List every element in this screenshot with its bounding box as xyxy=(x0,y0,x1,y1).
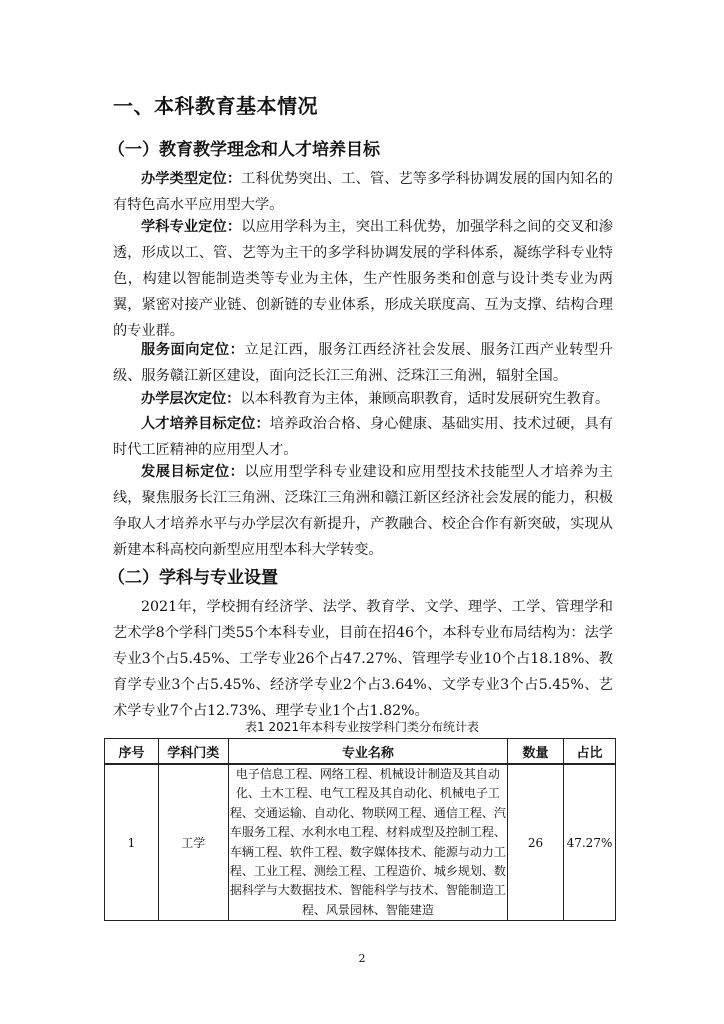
cell-category: 工学 xyxy=(158,764,228,921)
header-category: 学科门类 xyxy=(158,739,228,765)
header-index: 序号 xyxy=(105,739,159,765)
table-caption: 表1 2021年本科专业按学科门类分布统计表 xyxy=(245,720,479,734)
paragraph-service xyxy=(113,337,613,389)
paragraph-label: 办学层次定位： xyxy=(141,391,241,407)
paragraph-text: 立足江西，服务江西经济社会发展、服务江西产业转型升级、服务赣江新区建设，面向泛长江三角洲、泛珠江三角洲，辐射全国。 xyxy=(113,342,613,384)
table-header-row xyxy=(105,739,616,765)
section-2-title: （二）学科与专业设置 xyxy=(108,568,278,588)
paragraph-text: 工科优势突出、工、管、艺等多学科协调发展的国内知名的有特色高水平应用型大学。 xyxy=(113,171,613,213)
header-major-names: 专业名称 xyxy=(228,739,507,765)
cell-index: 1 xyxy=(105,764,159,921)
paragraph-label: 人才培养目标定位： xyxy=(141,416,270,432)
cell-ratio: 47.27% xyxy=(563,764,615,921)
paragraph-talent-goal xyxy=(113,411,613,463)
paragraph-text: 以应用型学科专业建设和应用型技术技能型人才培养为主线，聚焦服务长江三角洲、泛珠江三角洲和赣江新区经济社会发展的能力，积极争取人才培养水平与办学层次有新提升，产教融合、校企合作有新突破，实现从新建本科高校向新型应用型本科大学转变。 xyxy=(113,464,613,558)
cell-count: 26 xyxy=(508,764,564,921)
header-ratio: 占比 xyxy=(563,739,615,765)
paragraph-discipline xyxy=(113,214,613,344)
discipline-distribution-table xyxy=(104,738,616,921)
table-row xyxy=(105,764,616,921)
paragraph-disciplines-2021: 2021年，学校拥有经济学、法学、教育学、文学、理学、工学、管理学和艺术学8个学科门类55个本科专业，目前在招46个，本科专业布局结构为：法学专业3个占5.45%、工学专业26个占47.27%、管理学专业10个占18.18%、教育学专业3个占5.45%、经济学专业2个占3.64%、文学专业3个占5.45%、艺术学专业7个占12.73%、理学专业1个占1.82%。 xyxy=(113,599,613,719)
paragraph-label: 办学类型定位： xyxy=(141,171,242,187)
paragraph-school-type xyxy=(113,166,613,218)
paragraph-text: 以本科教育为主体，兼顾高职教育，适时发展研究生教育。 xyxy=(240,391,610,407)
paragraph-label: 发展目标定位： xyxy=(141,464,245,480)
header-count: 数量 xyxy=(508,739,564,765)
paragraph-label: 服务面向定位： xyxy=(141,342,245,358)
paragraph-text: 培养政治合格、身心健康、基础实用、技术过硬，具有时代工匠精神的应用型人才。 xyxy=(113,416,613,458)
cell-major-names: 电子信息工程、网络工程、机械设计制造及其自动化、土木工程、电气工程及其自动化、机械电子工程、交通运输、自动化、物联网工程、通信工程、汽车服务工程、水利水电工程、材料成型及控制工程、车辆工程、软件工程、数字媒体技术、能源与动力工程、工业工程、测绘工程、工程造价、城乡规划、数据科学与大数据技术、智能科学与技术、智能制造工程、风景园林、智能建造 xyxy=(228,764,507,921)
paragraph-development-goal xyxy=(113,459,613,563)
page-number: 2 xyxy=(358,952,366,965)
paragraph-level xyxy=(113,386,613,412)
heading-level-1: 一、本科教育基本情况 xyxy=(113,94,318,118)
section-1-title: （一）教育教学理念和人才培养目标 xyxy=(108,140,380,160)
paragraph-label: 学科专业定位： xyxy=(141,219,242,235)
paragraph-text: 以应用学科为主，突出工科优势，加强学科之间的交叉和渗透，形成以工、管、艺等为主干的多学科协调发展的学科体系，凝练学科专业特色，构建以智能制造类等专业为主体，生产性服务类和创意与设计类专业为两翼，紧密对接产业链、创新链的专业体系，形成关联度高、互为支撑、结构合理的专业群。 xyxy=(113,219,613,339)
